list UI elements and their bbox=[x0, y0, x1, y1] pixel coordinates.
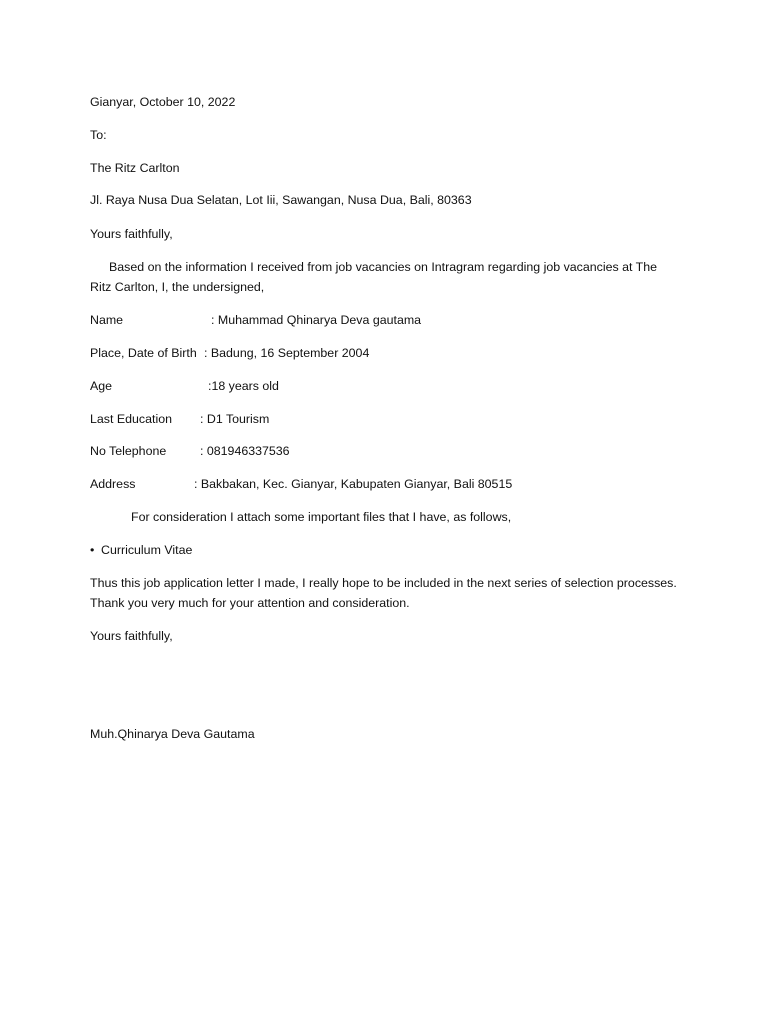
to-label: To: bbox=[90, 128, 107, 142]
closing: Yours faithfully, bbox=[90, 629, 173, 643]
closing-paragraph: Thus this job application letter I made, I really hope to be included in the next series of selection processes. Thank you very much for your attention and consideration. bbox=[90, 576, 677, 610]
field-birth-label: Place, Date of Birth bbox=[90, 346, 197, 360]
field-age-label: Age bbox=[90, 379, 113, 393]
field-age-value: :18 years old bbox=[208, 379, 279, 393]
date-line: Gianyar, October 10, 2022 bbox=[90, 95, 236, 109]
field-education-label: Last Education bbox=[90, 412, 172, 426]
field-address-label: Address bbox=[90, 477, 136, 491]
recipient-name: The Ritz Carlton bbox=[90, 161, 180, 175]
greeting: Yours faithfully, bbox=[90, 227, 173, 241]
field-telephone-value: : 081946337536 bbox=[200, 444, 290, 458]
bullet-icon: • bbox=[90, 543, 95, 557]
attachment-item-label: Curriculum Vitae bbox=[101, 543, 193, 557]
field-name-label: Name bbox=[90, 313, 124, 327]
field-telephone-label: No Telephone bbox=[90, 444, 167, 458]
field-education-value: : D1 Tourism bbox=[200, 412, 270, 426]
field-birth-value: : Badung, 16 September 2004 bbox=[204, 346, 370, 360]
field-address-value: : Bakbakan, Kec. Gianyar, Kabupaten Gianyar, Bali 80515 bbox=[194, 477, 513, 491]
field-name-value: : Muhammad Qhinarya Deva gautama bbox=[211, 313, 422, 327]
attachment-intro: For consideration I attach some important files that I have, as follows, bbox=[131, 510, 512, 524]
intro-paragraph: Based on the information I received from job vacancies on Intragram regarding job vacancies at The Ritz Carlton, I, the undersigned, bbox=[90, 260, 658, 294]
signature-name: Muh.Qhinarya Deva Gautama bbox=[90, 727, 255, 741]
recipient-address: Jl. Raya Nusa Dua Selatan, Lot Iii, Sawangan, Nusa Dua, Bali, 80363 bbox=[90, 193, 472, 207]
